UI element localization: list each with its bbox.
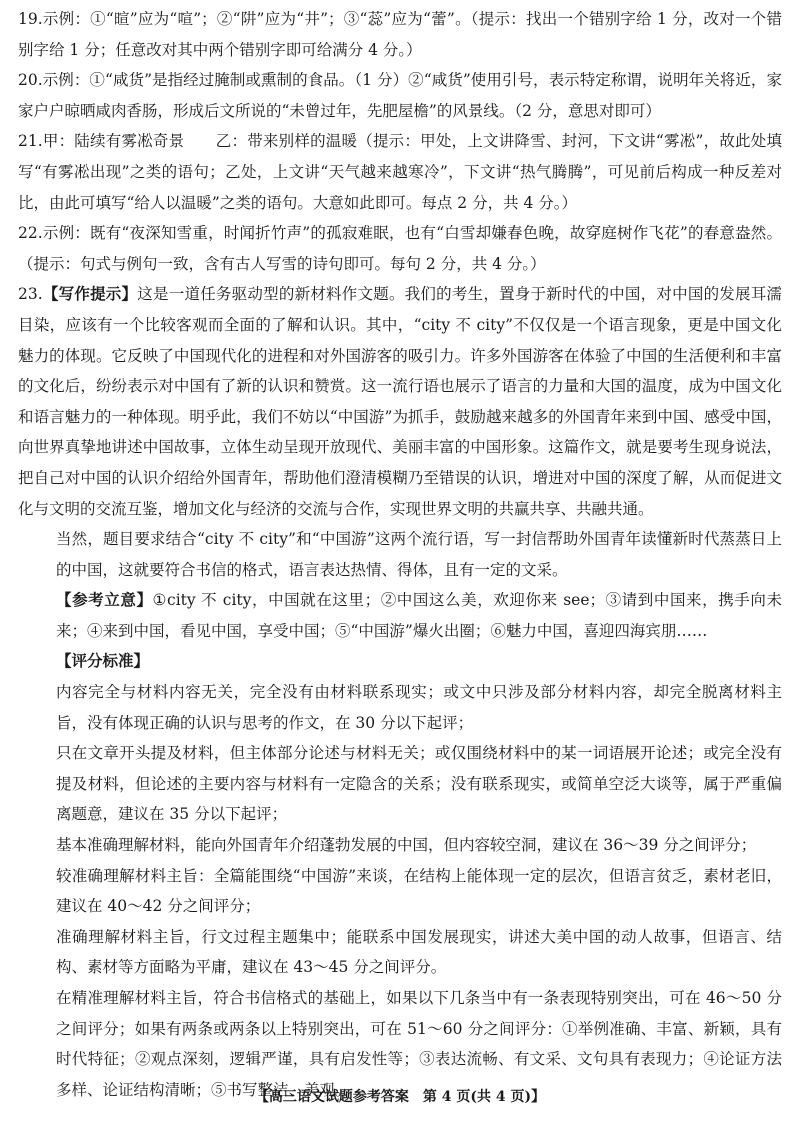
criteria-item: 在精准理解材料主旨，符合书信格式的基础上，如果以下几条当中有一条表现特别突出，可在 46～50 分之间评分；如果有两条或两条以上特别突出，可在 51～60 分之间评分：①举例准确、丰富、新颖，具有时代特征；②观点深刻，逻辑严谨，具有启发性等；③表达流畅、有文采、文句具有表现力；④论证方法多样、论证结构清晰；⑤书写整洁、美观。 (56, 989, 782, 1099)
item-text: 甲：陆续有雾凇奇景 乙：带来别样的温暖（提示：甲处，上文讲降雪、封河，下文讲“雾凇”，故此处填写“有雾凇出现”之类的语句；乙处，上文讲“天气越来越寒冷”，下文讲“热气腾腾”，可见前后构成一种反差对比，由此可填写“给人以温暖”之类的语句。大意如此即可。每点 2 分，共 4 分。） (18, 132, 782, 212)
item-text: 示例：①“咸货”是指经过腌制或熏制的食品。（1 分）②“咸货”使用引号，表示特定称谓，说明年关将近，家家户户晾晒咸肉香肠，形成后文所说的“未曾过年，先肥屋檐”的风景线。（2 分，意思对即可） (18, 71, 782, 120)
item-number: 19. (18, 10, 43, 28)
answer-page (18, 4, 782, 1105)
criteria-item: 准确理解材料主旨，行文过程主题集中；能联系中国发展现实，讲述大美中国的动人故事，但语言、结构、素材等方面略为平庸，建议在 43～45 分之间评分。 (56, 927, 782, 977)
criteria-item: 只在文章开头提及材料，但主体部分论述与材料无关；或仅围绕材料中的某一词语展开论述；或完全没有提及材料，但论述的主要内容与材料有一定隐含的关系；没有联系现实，或简单空泛大谈等，属于严重偏离题意，建议在 35 分以下起评； (56, 744, 782, 824)
answer-item-22 (18, 218, 782, 279)
item-number: 20. (18, 71, 43, 90)
writing-tip-paragraph-2: 当然，题目要求结合“city 不 city”和“中国游”这两个流行语，写一封信帮助外国青年读懂新时代蒸蒸日上的中国，这就要符合书信的格式，语言表达热情、得体，且有一定的文采。 (56, 530, 782, 579)
writing-tip-label: 【写作提示】 (42, 284, 138, 304)
answer-item-19 (18, 4, 782, 65)
answer-item-21 (18, 126, 782, 218)
reference-ideas (18, 585, 782, 646)
item-number: 21. (18, 132, 43, 151)
page-footer: 【高三语文试题参考答案 第 4 页(共 4 页)】 (254, 1089, 546, 1105)
answer-item-20 (18, 65, 782, 126)
reference-ideas-label: 【参考立意】 (56, 590, 153, 610)
item-number: 23. (18, 285, 43, 304)
scoring-criteria-label: 【评分标准】 (56, 651, 150, 671)
criteria-item: 基本准确理解材料，能向外国青年介绍蓬勃发展的中国，但内容较空洞，建议在 36～39 分之间评分； (56, 836, 757, 855)
item-text: 示例：既有“夜深知雪重，时闻折竹声”的孤寂难眠，也有“白雪却嫌春色晚，故穿庭树作飞花”的春意盎然。（提示：句式与例句一致，含有古人写雪的诗句即可。每句 2 分，共 4 分。） (18, 224, 782, 273)
reference-ideas-text: ①city 不 city，中国就在这里；②中国这么美，欢迎你来 see；③请到中国来，携手向未来；④来到中国，看见中国，享受中国；⑤“中国游”爆火出圈；⑥魅力中国，喜迎四海宾朋…… (56, 591, 782, 640)
criteria-item: 内容完全与材料内容无关，完全没有由材料联系现实；或文中只涉及部分材料内容，却完全脱离材料主旨，没有体现正确的认识与思考的作文，在 30 分以下起评； (56, 683, 782, 732)
item-number: 22. (18, 224, 43, 243)
criteria-item: 较准确理解材料主旨：全篇能围绕“中国游”来谈，在结构上能体现一定的层次，但语言贫乏，素材老旧，建议在 40～42 分之间评分； (56, 866, 782, 916)
answer-item-23 (18, 279, 782, 524)
item-text: 示例：①“暄”应为“喧”；②“阱”应为“井”；③“蕊”应为“蕾”。（提示：找出一个错别字给 1 分，改对一个错别字给 1 分；任意改对其中两个错别字即可给满分 4 分。） (18, 10, 782, 59)
writing-tip-text: 这是一道任务驱动型的新材料作文题。我们的考生，置身于新时代的中国，对中国的发展耳濡目染，应该有一个比较客观而全面的了解和认识。其中，“city 不 city”不仅仅是一个语言现象，更是中国文化魅力的体现。它反映了中国现代化的进程和对外国游客的吸引力。许多外国游客在体验了中国的生活便利和丰富的文化后，纷纷表示对中国有了新的认识和赞赏。这一流行语也展示了语言的力量和大国的温度，成为中国文化和语言魅力的一种体现。明乎此，我们不妨以“中国游”为抓手，鼓励越来越多的外国青年来到中国、感受中国，向世界真挚地讲述中国故事，立体生动呈现开放现代、美丽丰富的中国形象。这篇作文，就是要考生现身说法，把自己对中国的认识介绍给外国青年，帮助他们澄清模糊乃至错误的认识，增进对中国的深度了解，从而促进文化与文明的交流互鉴，增加文化与经济的交流与合作，实现世界文明的共赢共享、共融共通。 (18, 285, 782, 518)
